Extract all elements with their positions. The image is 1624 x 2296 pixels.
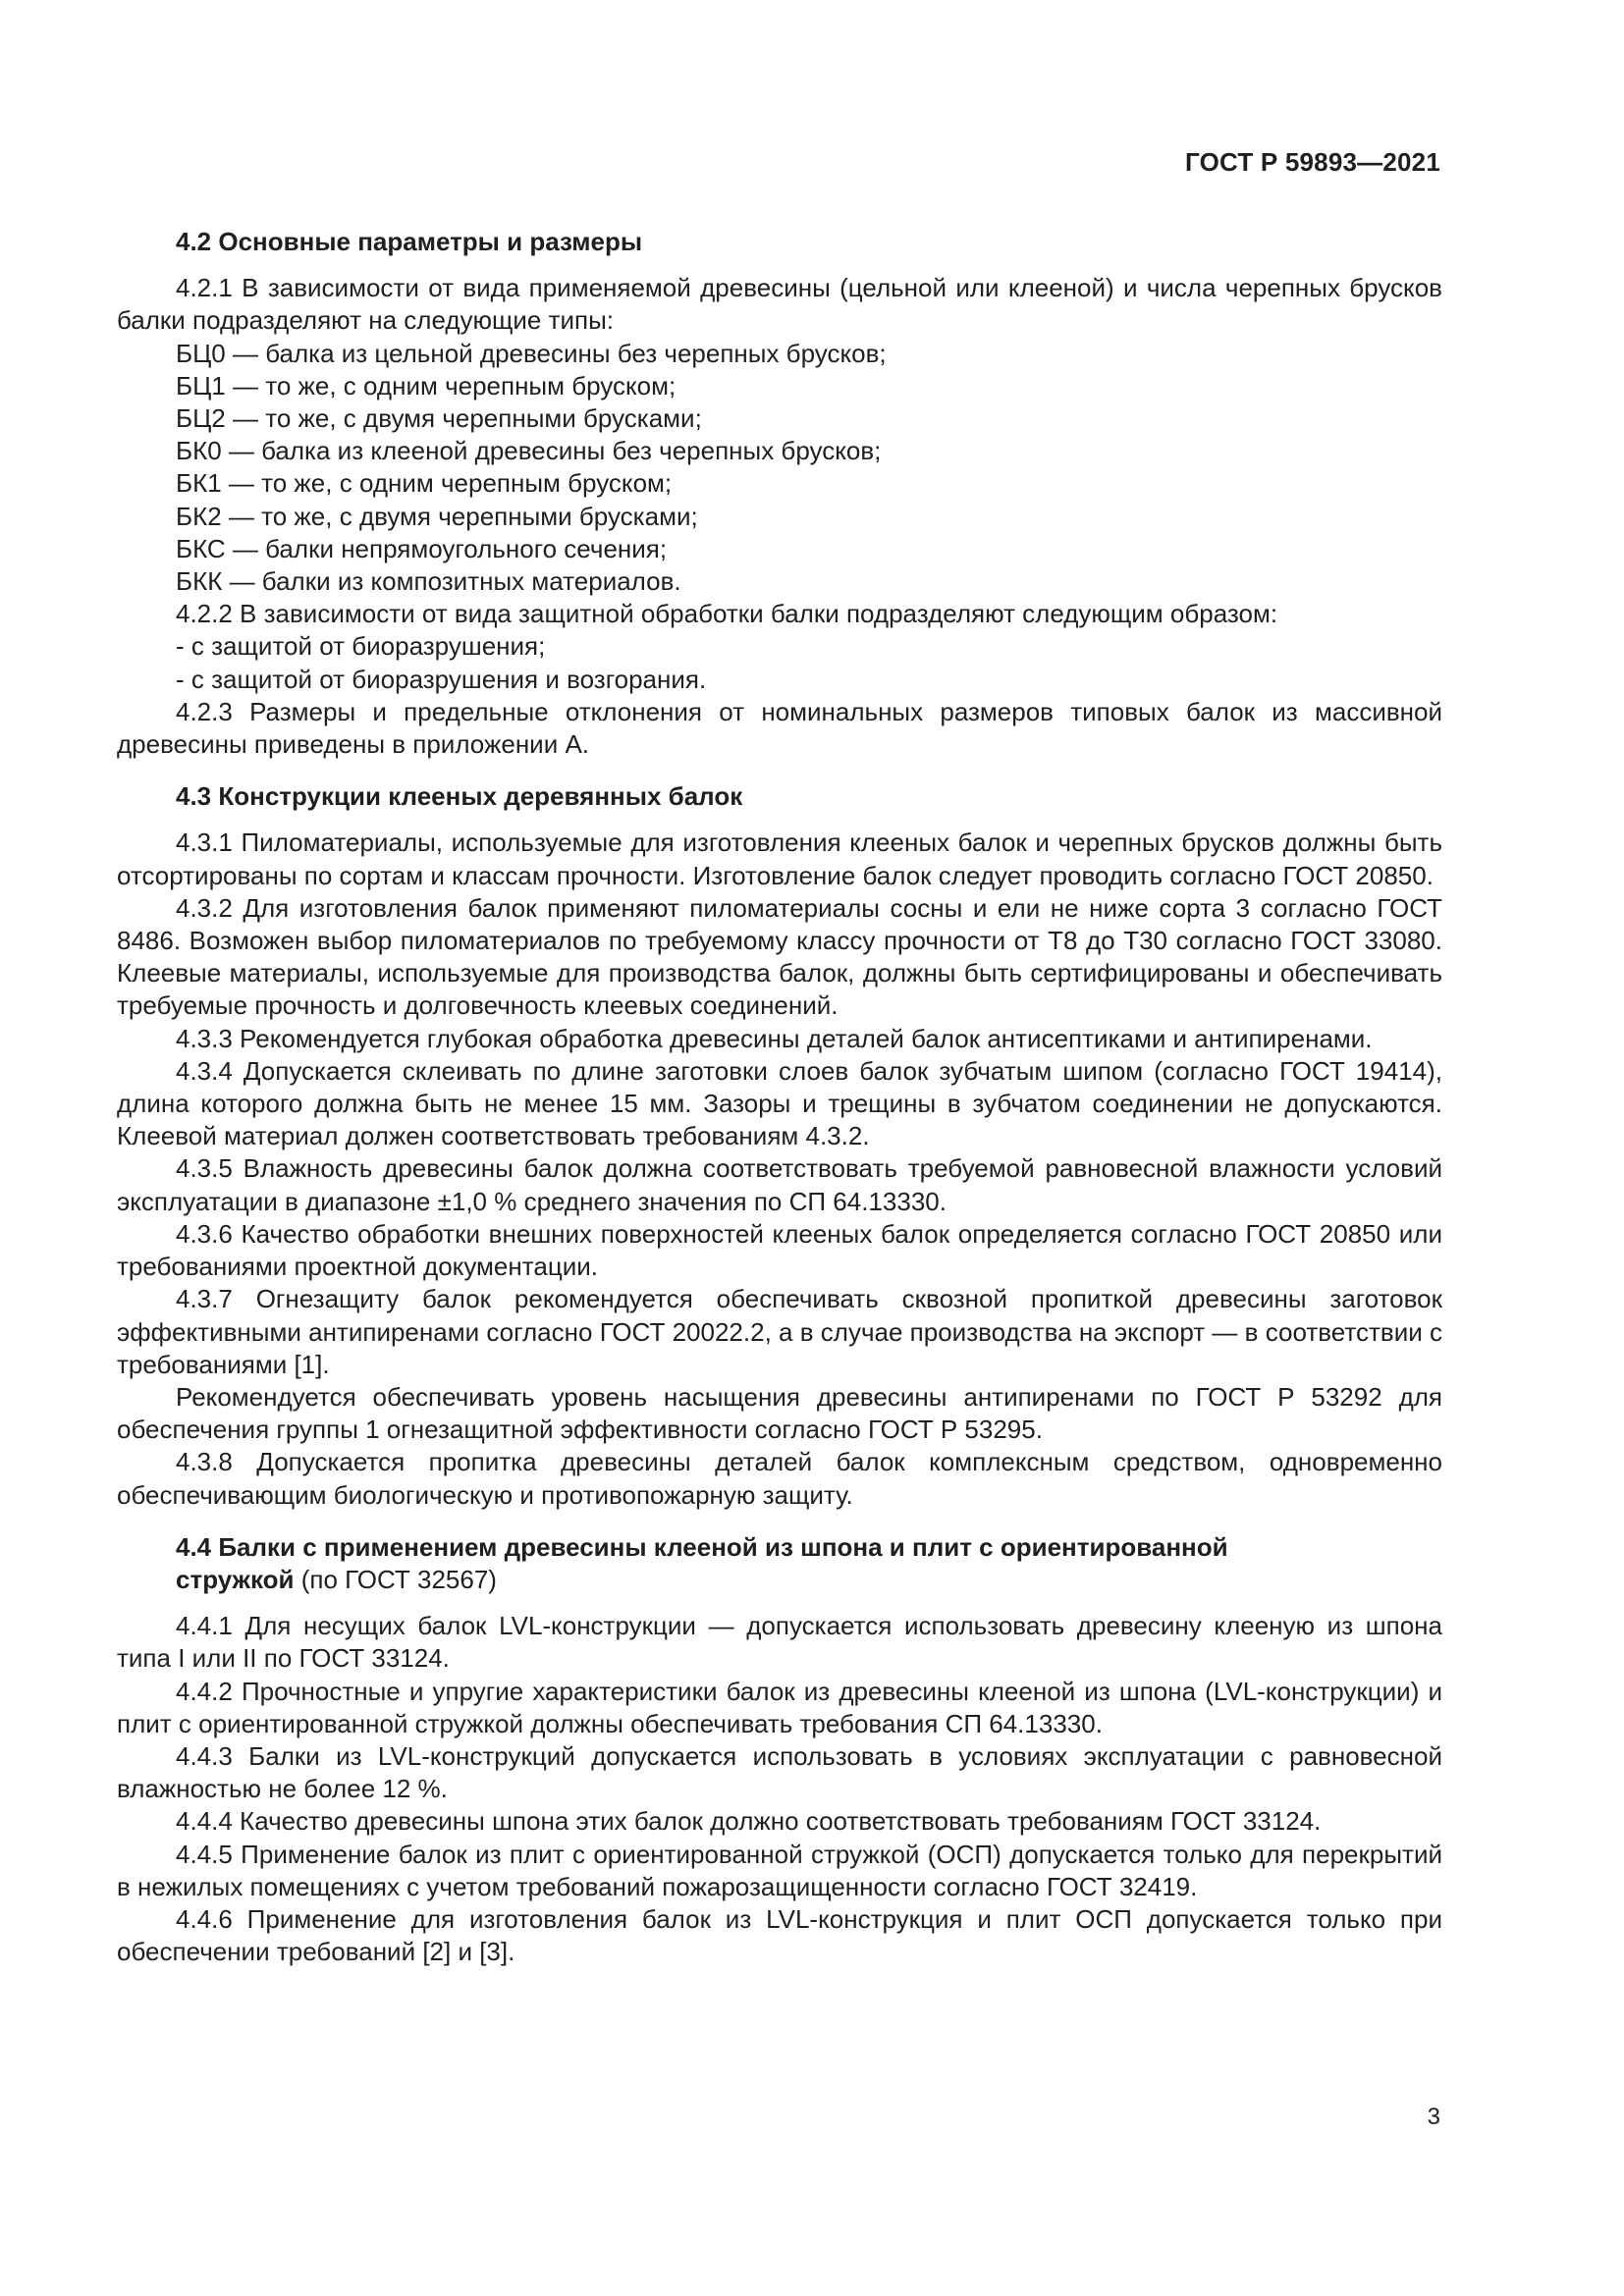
type-item: БК2 — то же, с двумя черепными брусками;	[176, 501, 698, 531]
page-number: 3	[1427, 2104, 1440, 2130]
type-item: БЦ1 — то же, с одним черепным бруском;	[176, 370, 677, 400]
paragraph-4-3-4: 4.3.4 Допускается склеивать по длине заготовки слоев балок зубчатым шипом (согласно ГОСТ 19414), длина которого должна быть не менее 15 мм. Зазоры и трещины в зубчатом соединении не допускаются. Клеевой материал должен соответствовать требованиям 4.3.2.	[117, 1055, 1442, 1151]
paragraph-4-3-1: 4.3.1 Пиломатериалы, используемые для изготовления клееных балок и черепных брусков должны быть отсортированы по сортам и классам прочности. Изготовление балок следует проводить согласно ГОСТ 20850.	[117, 828, 1442, 890]
paragraph-4-2-1: 4.2.1 В зависимости от вида применяемой древесины (цельной или клееной) и числа черепных брусков балки подразделяют на следующие типы:	[117, 273, 1442, 336]
paragraph-4-4-4: 4.4.4 Качество древесины шпона этих балок должно соответствовать требованиям ГОСТ 33124.	[176, 1806, 1322, 1837]
section-heading-4-4: 4.4 Балки с применением древесины клееной из шпона и плит с ориентированной	[176, 1531, 1228, 1562]
type-item: БКК — балки из композитных материалов.	[176, 566, 681, 597]
section-heading-4-4-bold: стружкой	[176, 1564, 295, 1594]
paragraph-4-3-5: 4.3.5 Влажность древесины балок должна соответствовать требуемой равновесной влажности условий эксплуатации в диапазоне ±1,0 % среднего значения по СП 64.13330.	[117, 1153, 1442, 1216]
paragraph-4-2-2: 4.2.2 В зависимости от вида защитной обработки балки подразделяют следующим образом:	[176, 599, 1278, 629]
paragraph-4-4-5: 4.4.5 Применение балок из плит с ориентированной стружкой (ОСП) допускается только для перекрытий в нежилых помещениях с учетом требований пожарозащищенности согласно ГОСТ 32419.	[117, 1839, 1442, 1901]
type-item: БЦ0 — балка из цельной древесины без черепных брусков;	[176, 338, 887, 368]
section-heading-4-4-reference: (по ГОСТ 32567)	[294, 1564, 497, 1594]
paragraph-4-3-3: 4.3.3 Рекомендуется глубокая обработка древесины деталей балок антисептиками и антипиренами.	[176, 1023, 1373, 1053]
type-item: БКС — балки непрямоугольного сечения;	[176, 533, 668, 563]
section-heading-4-2: 4.2 Основные параметры и размеры	[176, 227, 643, 256]
paragraph-4-4-2: 4.4.2 Прочностные и упругие характеристики балок из древесины клееной из шпона (LVL-конструкции) и плит с ориентированной стружкой должны обеспечивать требования СП 64.13330.	[117, 1676, 1442, 1738]
paragraph-4-3-7-recommendation: Рекомендуется обеспечивать уровень насыщения древесины антипиренами по ГОСТ Р 53292 для обеспечения группы 1 огнезащитной эффективности согласно ГОСТ Р 53295.	[117, 1381, 1442, 1445]
paragraph-4-3-6: 4.3.6 Качество обработки внешних поверхностей клееных балок определяется согласно ГОСТ 20850 или требованиями проектной документации.	[117, 1218, 1442, 1282]
section-heading-4-3: 4.3 Конструкции клееных деревянных балок	[176, 781, 743, 812]
paragraph-4-4-1: 4.4.1 Для несущих балок LVL-конструкции — допускается использовать древесину клееную из шпона типа I или II по ГОСТ 33124.	[117, 1611, 1442, 1674]
protection-item: - с защитой от биоразрушения;	[176, 631, 546, 662]
type-item: БЦ2 — то же, с двумя черепными брусками;	[176, 403, 702, 434]
paragraph-4-3-2: 4.3.2 Для изготовления балок применяют пиломатериалы сосны и ели не ниже сорта 3 согласно ГОСТ 8486. Возможен выбор пиломатериалов по требуемому классу прочности от Т8 до Т30 согласно ГОСТ 33080. Клеевые материалы, используемые для производства балок, должны быть сертифицированы и обеспечивать требуемые прочность и долговечность клеевых соединений.	[117, 892, 1442, 1021]
paragraph-4-3-7: 4.3.7 Огнезащиту балок рекомендуется обеспечивать сквозной пропиткой древесины заготовок эффективными антипиренами согласно ГОСТ 20022.2, а в случае производства на экспорт — в соответствии с требованиями [1].	[117, 1284, 1442, 1379]
protection-item: - с защитой от биоразрушения и возгорания.	[176, 664, 707, 694]
paragraph-4-3-8: 4.3.8 Допускается пропитка древесины деталей балок комплексным средством, одновременно обеспечивающим биологическую и противопожарную защиту.	[117, 1447, 1442, 1510]
document-body	[117, 226, 1442, 1968]
paragraph-4-4-3: 4.4.3 Балки из LVL-конструкций допускается использовать в условиях эксплуатации с равновесной влажностью не более 12 %.	[117, 1740, 1442, 1804]
paragraph-4-4-6: 4.4.6 Применение для изготовления балок из LVL-конструкция и плит ОСП допускается только при обеспечении требований [2] и [3].	[117, 1903, 1442, 1967]
type-item: БК0 — балка из клееной древесины без черепных брусков;	[176, 436, 882, 466]
type-item: БК1 — то же, с одним черепным бруском;	[176, 468, 673, 499]
section-heading-4-4-continuation	[117, 1564, 1442, 1596]
paragraph-4-2-3: 4.2.3 Размеры и предельные отклонения от номинальных размеров типовых балок из массивной древесины приведены в приложении А.	[117, 696, 1442, 760]
document-code: ГОСТ Р 59893—2021	[1185, 147, 1440, 177]
